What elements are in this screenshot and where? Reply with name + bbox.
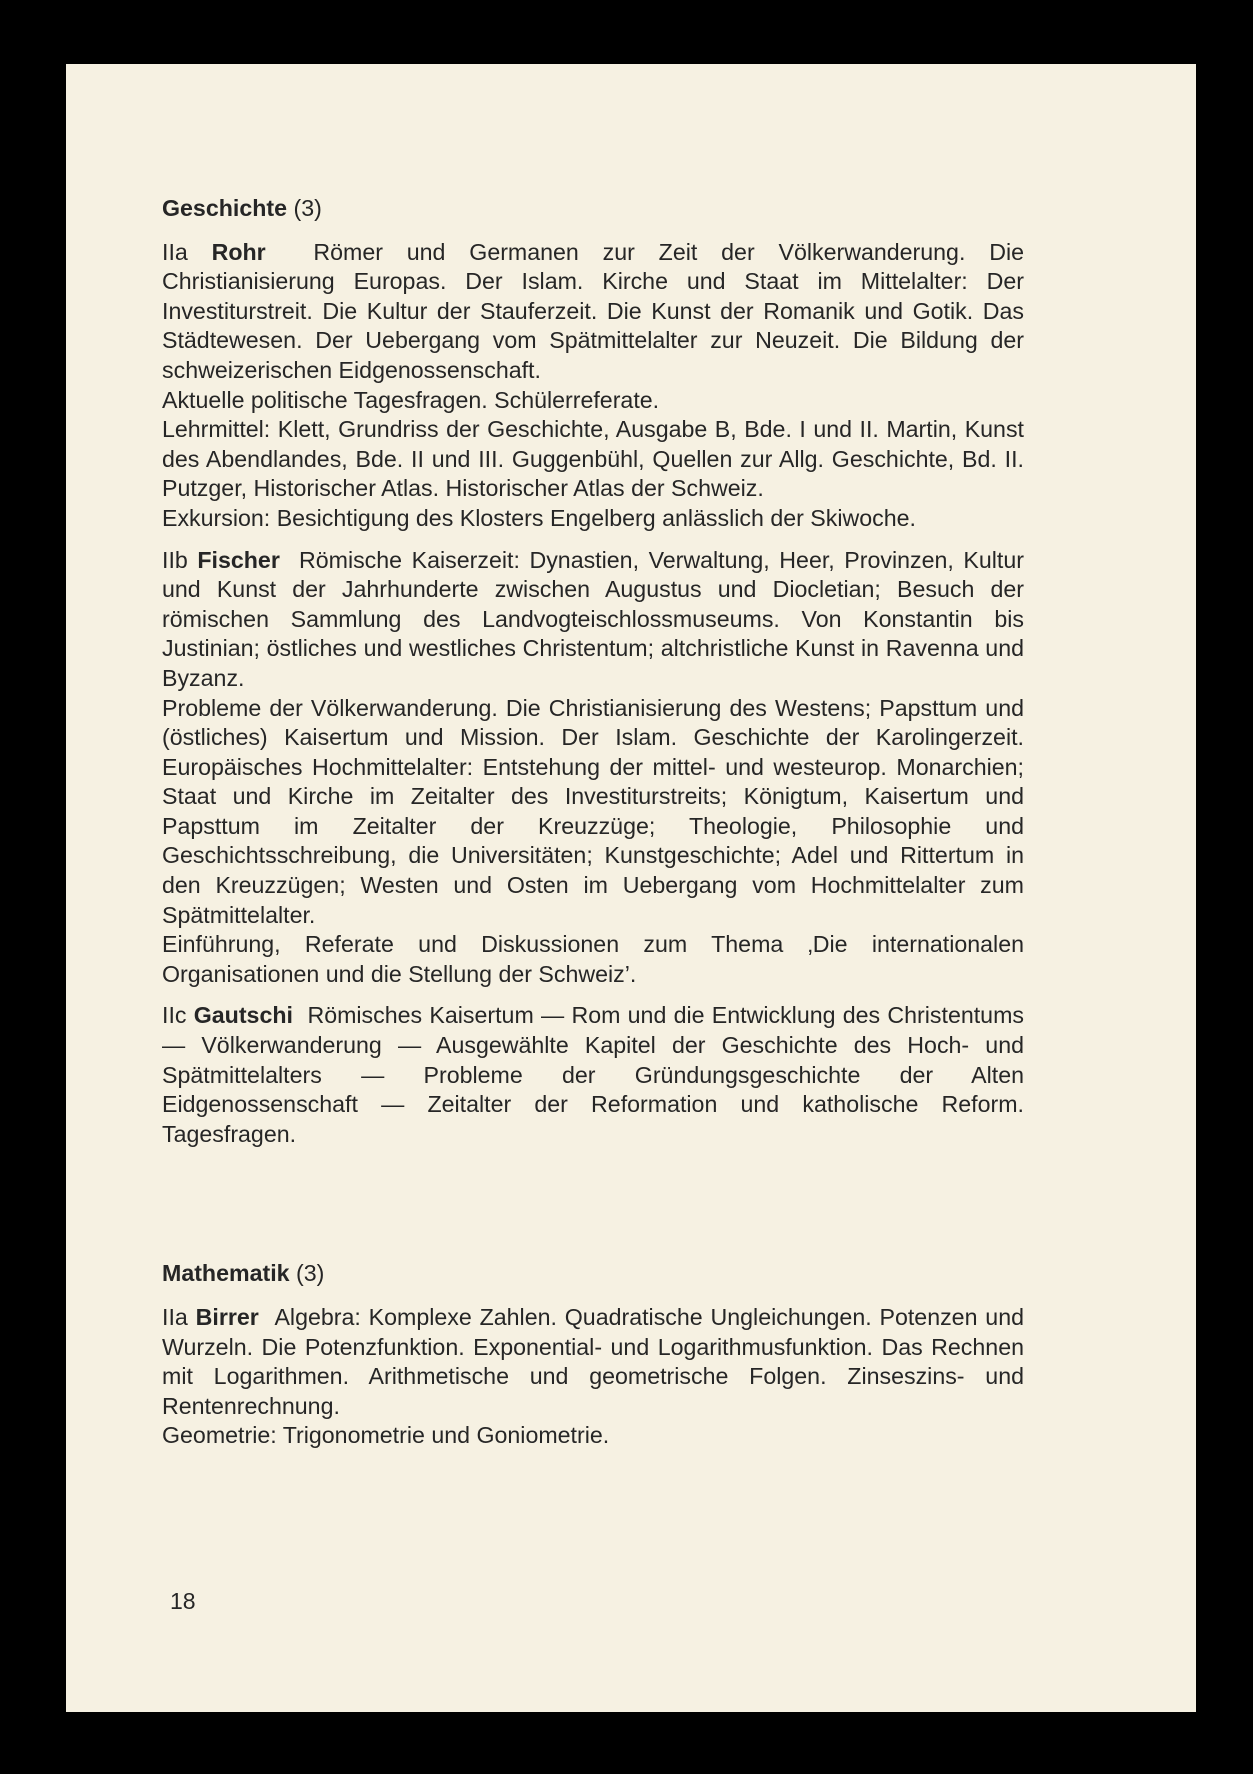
section-title: Mathematik <box>162 1260 290 1287</box>
page-number: 18 <box>170 1588 196 1614</box>
entry-teacher: Fischer <box>197 546 280 573</box>
entry-paragraph <box>162 546 1024 694</box>
entry-fischer <box>162 546 1024 990</box>
section-hours: (3) <box>296 1260 325 1287</box>
entry-class: IIa <box>162 238 188 265</box>
entry-text: Römer und Germanen zur Zeit der Völkerwanderung. Die Christianisierung Europas. Der Islam. Kirche und Staat im Mittelalter: Der Investiturstreit. Die Kultur der Stauferzeit. Die Kunst der Romanik und Gotik. Das Städtewesen. Der Uebergang vom Spätmittelalter zur Neuzeit. Die Bildung der schweizerischen Eidgenossenschaft. <box>162 238 1025 383</box>
entry-rohr <box>162 238 1024 534</box>
section-title: Geschichte <box>162 195 288 221</box>
entry-class: IIa <box>162 1304 188 1330</box>
entry-birrer <box>162 1303 1024 1451</box>
entry-paragraph: Lehrmittel: Klett, Grundriss der Geschichte, Ausgabe B, Bde. I und II. Martin, Kunst des Abendlandes, Bde. II und III. Guggenbühl, Quellen zur Allg. Geschichte, Bd. II. Putzger, Historischer Atlas. Historischer Atlas der Schweiz. <box>162 416 1024 502</box>
entry-text: Römische Kaiserzeit: Dynastien, Verwaltung, Heer, Provinzen, Kultur und Kunst der Jahrhunderte zwischen Augustus und Diocletian; Besuch der römischen Sammlung des Landvogteischlossmuseums. Von Konstantin bis Justinian; östliches und westliches Christentum; altchristliche Kunst in Ravenna und Byzanz. <box>162 546 1024 691</box>
entry-text: Römisches Kaisertum — Rom und die Entwicklung des Christentums — Völkerwanderung — Ausgewählte Kapitel der Geschichte des Hoch- und Spätmittelalters — Probleme der Gründungsgeschichte der Alten Eidgenossenschaft — Zeitalter der Reformation und katholische Reform. Tagesfragen. <box>162 1002 1024 1147</box>
entry-teacher: Gautschi <box>193 1002 293 1029</box>
entry-paragraph: Aktuelle politische Tagesfragen. Schülerreferate. <box>162 386 660 413</box>
entry-paragraph <box>162 238 1024 386</box>
entry-gautschi <box>162 1001 1024 1149</box>
entry-paragraph: Einführung, Referate und Diskussionen zum Thema ‚Die internationalen Organisationen und die Stellung der Schweiz’. <box>162 931 1024 987</box>
page-content <box>162 194 1024 1451</box>
entry-paragraph: Probleme der Völkerwanderung. Die Christianisierung des Westens; Papsttum und (östliches) Kaisertum und Mission. Der Islam. Geschichte der Karolingerzeit. Europäisches Hochmittelalter: Entstehung der mittel- und westeurop. Monarchien; Staat und Kirche im Zeitalter des Investiturstreits; Königtum, Kaisertum und Papsttum im Zeitalter der Kreuzzüge; Theologie, Philosophie und Geschichtsschreibung, die Universitäten; Kunstgeschichte; Adel und Rittertum in den Kreuzzügen; Westen und Osten im Uebergang vom Hochmittelalter zum Spätmittelalter. <box>162 694 1024 928</box>
section-heading-geschichte <box>162 194 1024 224</box>
entry-class: IIb <box>162 546 188 573</box>
entry-paragraph: Geometrie: Trigonometrie und Goniometrie. <box>162 1422 610 1449</box>
entry-paragraph <box>162 1001 1024 1149</box>
entry-class: IIc <box>162 1002 187 1029</box>
entry-teacher: Rohr <box>211 238 266 265</box>
entry-paragraph: Exkursion: Besichtigung des Klosters Engelberg anlässlich der Skiwoche. <box>162 504 916 531</box>
entry-text: Algebra: Komplexe Zahlen. Quadratische Ungleichungen. Potenzen und Wurzeln. Die Potenzfunktion. Exponential- und Logarithmusfunktion. Das Rechnen mit Logarithmen. Arithmetische und geometrische Folgen. Zinseszins- und Rentenrechnung. <box>162 1304 1024 1419</box>
entry-teacher: Birrer <box>195 1304 259 1330</box>
entry-paragraph <box>162 1303 1024 1421</box>
section-hours: (3) <box>293 195 322 221</box>
section-heading-mathematik <box>162 1259 1024 1289</box>
document-page <box>66 64 1196 1712</box>
